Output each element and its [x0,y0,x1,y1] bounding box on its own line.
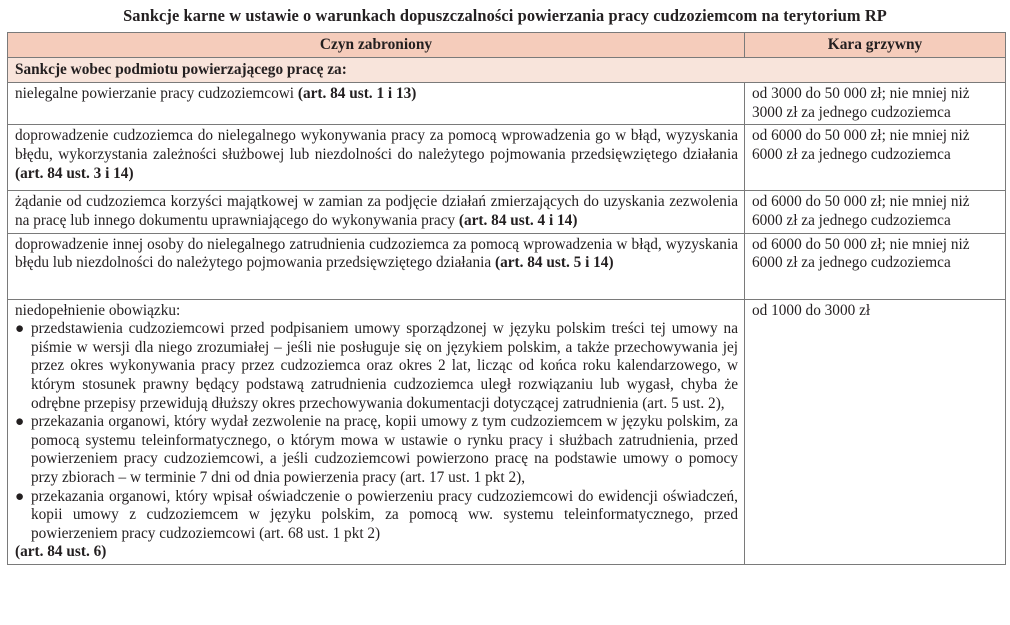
penalty-cell: od 6000 do 50 000 zł; nie mniej niż 6000 zł za jednego cudzoziemca [745,125,1006,191]
act-cell [8,191,745,233]
bullet-icon: ● [15,320,25,338]
act-intro: niedopełnienie obowiązku: [15,301,181,319]
penalty-cell: od 3000 do 50 000 zł; nie mniej niż 3000 zł za jednego cudzoziemca [745,83,1006,125]
penalty-cell: od 6000 do 50 000 zł; nie mniej niż 6000 zł za jednego cudzoziemca [745,233,1006,299]
act-cell [8,233,745,299]
table-row [8,83,1006,125]
act-cell [8,125,745,191]
table-header-row [8,33,1006,58]
article-reference: (art. 84 ust. 4 i 14) [458,211,578,229]
bullet-icon: ● [15,487,25,505]
header-prohibited-act: Czyn zabroniony [8,33,745,58]
act-text: nielegalne powierzanie pracy cudzoziemcowi [15,85,298,103]
list-item-text: przekazania organowi, który wpisał oświadczenie o powierzeniu pracy cudzoziemcowi do ewidencji oświadczeń, kopii umowy z cudzoziemcem w języku polskim, za pomocą ww. systemu teleinformatycznego, przed powierzeniem pracy cudzoziemcowi (art. 68 ust. 1 pkt 2) [31,487,738,542]
section-row [8,57,1006,83]
act-cell [8,83,745,125]
list-item-text: przedstawienia cudzoziemcowi przed podpisaniem umowy sporządzonej w języku polskim treści tej umowy na piśmie w wersji dla niego zrozumiałej – jeśli nie posługuje się on językiem polskim, a także przechowywania jej przez okres wykonywania pracy przez cudzoziemca oraz okres 2 lat, licząc od końca roku kalendarzowego, w którym stosunek prawny będący podstawą zatrudnienia cudzoziemca uległ rozwiązaniu lub wygasł, chyba że odrębne przepisy przewidują dłuższy okres przechowywania dokumentacji dotyczącej zatrudnienia (art. 5 ust. 2), [31,320,738,412]
act-text: żądanie od cudzoziemca korzyści majątkowej w zamian za podjęcie działań zmierzających do uzyskania zezwolenia na pracę lub innego dokumentu uprawniającego do wykonywania pracy [15,193,738,229]
bullet-icon: ● [15,413,25,431]
list-item [15,320,738,413]
list-item-text: przekazania organowi, który wydał zezwolenie na pracę, kopii umowy z tym cudzoziemcem w języku polskim, za pomocą systemu teleinformatycznego, o którym mowa w ustawie o rynku pracy i służbach zatrudnienia, przed powierzeniem pracy cudzoziemcowi, a jeśli cudzoziemcowi powierzono pracę na podstawie umowy o pomocy przy zbiorach – w terminie 7 dni od dnia powierzenia pracy (art. 17 ust. 1 pkt 2), [31,413,738,486]
article-reference: (art. 84 ust. 5 i 14) [495,254,614,272]
act-text: doprowadzenie cudzoziemca do nielegalnego wykonywania pracy za pomocą wprowadzenia go w błąd, wyzyskania błędu, wykorzystania zależności służbowej lub niezdolności do należytego pojmowania przedsięwziętego działania [15,127,738,163]
article-reference: (art. 84 ust. 6) [15,543,107,561]
penalties-table [7,32,1006,565]
act-text: doprowadzenie innej osoby do nielegalnego zatrudnienia cudzoziemca za pomocą wprowadzenia w błąd, wyzyskania błędu lub niezdolności do należytego pojmowania przedsięwziętego działania [15,235,738,272]
table-row [8,299,1006,564]
page-title: Sankcje karne w ustawie o warunkach dopuszczalności powierzania pracy cudzoziemcom na terytorium RP [123,6,887,25]
table-row [8,191,1006,233]
section-label: Sankcje wobec podmiotu powierzającego pracę za: [8,57,1006,83]
table-row [8,125,1006,191]
penalty-cell: od 1000 do 3000 zł [745,299,1006,564]
table-row [8,233,1006,299]
list-item [15,413,738,487]
list-item [15,488,738,544]
penalty-cell: od 6000 do 50 000 zł; nie mniej niż 6000 zł za jednego cudzoziemca [745,191,1006,233]
act-cell [8,299,745,564]
article-reference: (art. 84 ust. 1 i 13) [297,85,417,103]
article-reference: (art. 84 ust. 3 i 14) [15,164,134,182]
header-fine: Kara grzywny [745,33,1006,58]
